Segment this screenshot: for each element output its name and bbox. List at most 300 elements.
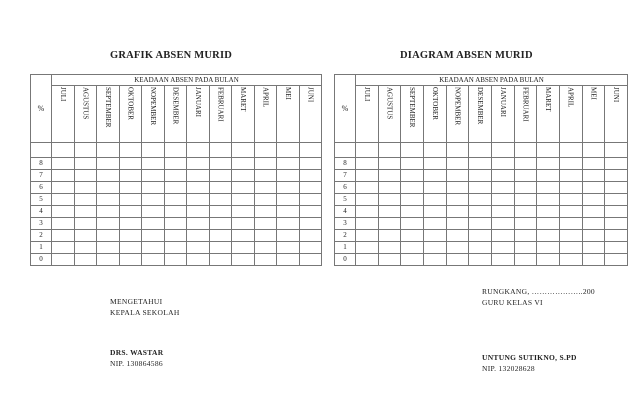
grid-cell	[537, 254, 560, 266]
month-label: OKTOBER	[430, 87, 439, 120]
grid-cell	[401, 170, 424, 182]
grid-cell	[164, 170, 187, 182]
grid-cell	[491, 230, 514, 242]
place-date-label: RUNGKANG, ………………..200	[482, 287, 595, 296]
month-label: OKTOBER	[126, 87, 135, 120]
grid-cell	[52, 230, 75, 242]
spacer-cell	[164, 143, 187, 158]
month-label: SEPTEMBER	[408, 87, 417, 128]
grid-cell	[187, 218, 210, 230]
grid-cell	[119, 170, 142, 182]
grid-cell	[605, 194, 628, 206]
month-header	[537, 86, 560, 143]
grid-cell	[277, 158, 300, 170]
grid-cell	[423, 230, 446, 242]
month-label: NOPEMBER	[453, 87, 462, 126]
table-row	[335, 242, 628, 254]
grid-cell	[378, 158, 401, 170]
month-header	[469, 86, 492, 143]
grid-cell	[582, 182, 605, 194]
grid-cell	[423, 194, 446, 206]
grid-cell	[299, 158, 322, 170]
month-label: FEBRUARI	[521, 87, 530, 122]
grid-cell	[582, 170, 605, 182]
spacer-cell	[232, 143, 255, 158]
month-header	[119, 86, 142, 143]
grid-cell	[254, 158, 277, 170]
percent-row-label: 3	[31, 218, 52, 230]
percent-row-label: 7	[31, 170, 52, 182]
spacer-cell	[187, 143, 210, 158]
grid-cell	[582, 230, 605, 242]
grid-cell	[142, 218, 165, 230]
grid-cell	[142, 242, 165, 254]
grid-cell	[187, 158, 210, 170]
grafik-absen-table	[30, 74, 322, 266]
grid-cell	[582, 158, 605, 170]
grid-cell	[254, 242, 277, 254]
grid-cell	[232, 254, 255, 266]
grid-cell	[491, 218, 514, 230]
grid-cell	[232, 230, 255, 242]
month-header	[582, 86, 605, 143]
spacer-cell	[559, 143, 582, 158]
grid-cell	[423, 170, 446, 182]
month-header	[446, 86, 469, 143]
grid-cell	[491, 182, 514, 194]
grid-cell	[119, 158, 142, 170]
grid-cell	[356, 218, 379, 230]
grid-cell	[187, 206, 210, 218]
grid-cell	[74, 182, 97, 194]
month-label: MARET	[238, 87, 247, 112]
grid-cell	[605, 254, 628, 266]
grid-cell	[537, 218, 560, 230]
grid-cell	[356, 158, 379, 170]
diagram-title: DIAGRAM ABSEN MURID	[400, 50, 533, 61]
month-header	[491, 86, 514, 143]
grid-cell	[299, 194, 322, 206]
grid-cell	[514, 254, 537, 266]
grid-cell	[209, 230, 232, 242]
spacer-cell	[514, 143, 537, 158]
grid-cell	[97, 230, 120, 242]
grid-cell	[254, 206, 277, 218]
grid-cell	[142, 194, 165, 206]
grid-cell	[491, 242, 514, 254]
spacer-cell	[254, 143, 277, 158]
grid-cell	[52, 158, 75, 170]
month-header	[356, 86, 379, 143]
month-label: DESEMBER	[171, 87, 180, 125]
grid-cell	[254, 182, 277, 194]
grid-cell	[582, 206, 605, 218]
spacer-row	[335, 143, 628, 158]
month-header	[605, 86, 628, 143]
spacer-cell	[52, 143, 75, 158]
grid-cell	[469, 242, 492, 254]
spacer-row	[31, 143, 322, 158]
grid-cell	[209, 194, 232, 206]
grid-cell	[446, 170, 469, 182]
grid-cell	[232, 242, 255, 254]
grid-cell	[423, 254, 446, 266]
grid-cell	[514, 170, 537, 182]
grid-cell	[469, 206, 492, 218]
table-row	[31, 206, 322, 218]
grid-cell	[164, 206, 187, 218]
grid-cell	[514, 206, 537, 218]
table-row	[335, 182, 628, 194]
spacer-cell	[356, 143, 379, 158]
grid-cell	[582, 218, 605, 230]
grid-cell	[277, 218, 300, 230]
spacer-cell	[537, 143, 560, 158]
month-label: FEBRUARI	[216, 87, 225, 122]
month-header-row	[31, 86, 322, 143]
month-header	[97, 86, 120, 143]
grid-cell	[401, 182, 424, 194]
grid-cell	[299, 254, 322, 266]
grid-cell	[423, 242, 446, 254]
spacer-cell	[299, 143, 322, 158]
guru-kelas-label: GURU KELAS VI	[482, 298, 543, 307]
table-row	[31, 254, 322, 266]
month-label: MARET	[544, 87, 553, 112]
grid-cell	[119, 254, 142, 266]
grid-cell	[605, 242, 628, 254]
grid-cell	[605, 230, 628, 242]
grafik-title: GRAFIK ABSEN MURID	[110, 50, 233, 61]
grid-cell	[97, 182, 120, 194]
month-label: JANUARI	[498, 87, 507, 117]
signature-right-name-block	[482, 352, 577, 374]
grid-cell	[254, 170, 277, 182]
month-header	[401, 86, 424, 143]
grid-cell	[514, 182, 537, 194]
grid-cell	[559, 206, 582, 218]
keadaan-absen-caption: KEADAAN ABSEN PADA BULAN	[356, 75, 628, 86]
grid-cell	[97, 194, 120, 206]
grid-cell	[254, 254, 277, 266]
grid-cell	[514, 242, 537, 254]
grid-cell	[142, 158, 165, 170]
grid-cell	[97, 242, 120, 254]
grid-cell	[582, 194, 605, 206]
grid-cell	[423, 158, 446, 170]
grid-cell	[52, 182, 75, 194]
grid-cell	[74, 158, 97, 170]
month-label: AGUSTUS	[81, 87, 90, 120]
grid-cell	[187, 242, 210, 254]
grid-cell	[514, 218, 537, 230]
grid-cell	[401, 218, 424, 230]
grid-cell	[446, 182, 469, 194]
grid-cell	[119, 218, 142, 230]
spacer-cell	[97, 143, 120, 158]
grid-cell	[559, 194, 582, 206]
grid-cell	[97, 218, 120, 230]
table-row	[31, 242, 322, 254]
grid-cell	[378, 206, 401, 218]
percent-header: %	[31, 75, 52, 143]
header-row	[31, 75, 322, 86]
table-row	[31, 230, 322, 242]
kepala-sekolah-nip: NIP. 130864586	[110, 359, 163, 368]
grid-cell	[164, 158, 187, 170]
percent-row-label: 6	[31, 182, 52, 194]
spacer-cell	[335, 143, 356, 158]
kepala-sekolah-name: DRS. WASTAR	[110, 348, 164, 357]
grid-cell	[209, 158, 232, 170]
grid-cell	[537, 230, 560, 242]
table-row	[335, 194, 628, 206]
grid-cell	[277, 170, 300, 182]
grid-cell	[378, 218, 401, 230]
grid-cell	[277, 182, 300, 194]
table-row	[335, 230, 628, 242]
grid-cell	[119, 242, 142, 254]
grid-cell	[74, 230, 97, 242]
grid-cell	[537, 194, 560, 206]
grid-cell	[187, 182, 210, 194]
grid-cell	[537, 182, 560, 194]
grid-cell	[401, 254, 424, 266]
grid-cell	[52, 218, 75, 230]
grid-cell	[401, 194, 424, 206]
grid-cell	[446, 254, 469, 266]
grid-cell	[537, 242, 560, 254]
grid-cell	[401, 206, 424, 218]
grid-cell	[605, 170, 628, 182]
grid-cell	[74, 254, 97, 266]
grid-cell	[164, 242, 187, 254]
grid-cell	[605, 206, 628, 218]
grid-cell	[605, 182, 628, 194]
spacer-cell	[74, 143, 97, 158]
grid-cell	[254, 230, 277, 242]
percent-row-label: 8	[31, 158, 52, 170]
mengetahui-label: MENGETAHUI	[110, 297, 163, 306]
table-row	[335, 170, 628, 182]
grid-cell	[97, 206, 120, 218]
month-header	[142, 86, 165, 143]
spacer-cell	[582, 143, 605, 158]
grid-cell	[469, 230, 492, 242]
grid-cell	[446, 218, 469, 230]
grid-cell	[378, 254, 401, 266]
grid-cell	[491, 194, 514, 206]
month-label: DESEMBER	[476, 87, 485, 125]
grid-cell	[187, 254, 210, 266]
grid-cell	[559, 218, 582, 230]
grid-cell	[119, 206, 142, 218]
grid-cell	[423, 182, 446, 194]
table-row	[31, 218, 322, 230]
grid-cell	[187, 194, 210, 206]
grid-cell	[97, 170, 120, 182]
grid-cell	[164, 254, 187, 266]
percent-row-label: 1	[335, 242, 356, 254]
month-header	[52, 86, 75, 143]
grid-cell	[559, 254, 582, 266]
grid-cell	[232, 206, 255, 218]
spacer-cell	[401, 143, 424, 158]
keadaan-absen-caption: KEADAAN ABSEN PADA BULAN	[52, 75, 322, 86]
signature-left-heading	[110, 296, 180, 318]
guru-kelas-name: UNTUNG SUTIKNO, S.PD	[482, 353, 577, 362]
percent-row-label: 1	[31, 242, 52, 254]
grid-cell	[232, 158, 255, 170]
grid-cell	[378, 242, 401, 254]
grid-cell	[277, 242, 300, 254]
spacer-cell	[31, 143, 52, 158]
grid-cell	[232, 194, 255, 206]
grid-cell	[142, 230, 165, 242]
grid-cell	[491, 170, 514, 182]
table-row	[31, 158, 322, 170]
month-header	[232, 86, 255, 143]
grid-cell	[446, 158, 469, 170]
grid-cell	[52, 194, 75, 206]
grid-cell	[356, 182, 379, 194]
grid-cell	[209, 170, 232, 182]
grid-cell	[514, 158, 537, 170]
grid-cell	[446, 206, 469, 218]
percent-row-label: 8	[335, 158, 356, 170]
percent-row-label: 0	[335, 254, 356, 266]
percent-row-label: 0	[31, 254, 52, 266]
table-row	[335, 206, 628, 218]
grid-cell	[605, 158, 628, 170]
month-header	[514, 86, 537, 143]
grid-cell	[74, 218, 97, 230]
grid-cell	[299, 170, 322, 182]
spacer-cell	[469, 143, 492, 158]
grid-cell	[559, 158, 582, 170]
grid-cell	[52, 254, 75, 266]
grid-cell	[142, 170, 165, 182]
grid-cell	[582, 254, 605, 266]
grid-cell	[401, 242, 424, 254]
spacer-cell	[491, 143, 514, 158]
grid-cell	[559, 242, 582, 254]
month-header	[209, 86, 232, 143]
percent-row-label: 6	[335, 182, 356, 194]
month-label: MEI	[589, 87, 598, 100]
spacer-cell	[423, 143, 446, 158]
month-header	[277, 86, 300, 143]
month-label: SEPTEMBER	[103, 87, 112, 128]
grid-cell	[52, 242, 75, 254]
grid-cell	[559, 170, 582, 182]
grid-cell	[209, 254, 232, 266]
month-label: JULI	[362, 87, 371, 102]
spacer-cell	[605, 143, 628, 158]
grid-cell	[469, 158, 492, 170]
grid-cell	[97, 158, 120, 170]
grid-cell	[254, 218, 277, 230]
grid-cell	[356, 230, 379, 242]
percent-row-label: 5	[31, 194, 52, 206]
table-row	[31, 182, 322, 194]
grid-cell	[142, 206, 165, 218]
grid-cell	[356, 254, 379, 266]
spacer-cell	[209, 143, 232, 158]
percent-row-label: 2	[31, 230, 52, 242]
grid-cell	[605, 218, 628, 230]
grid-cell	[423, 206, 446, 218]
grid-cell	[209, 206, 232, 218]
month-header	[254, 86, 277, 143]
percent-row-label: 3	[335, 218, 356, 230]
month-header	[378, 86, 401, 143]
grid-cell	[514, 194, 537, 206]
grid-cell	[299, 206, 322, 218]
grid-cell	[142, 182, 165, 194]
percent-row-label: 2	[335, 230, 356, 242]
grid-cell	[469, 254, 492, 266]
table-row	[335, 218, 628, 230]
month-label: MEI	[283, 87, 292, 100]
percent-row-label: 4	[335, 206, 356, 218]
signature-right-heading	[482, 286, 595, 308]
grid-cell	[277, 254, 300, 266]
grid-cell	[187, 230, 210, 242]
month-label: JULI	[58, 87, 67, 102]
grid-cell	[356, 194, 379, 206]
grid-cell	[446, 230, 469, 242]
grid-cell	[446, 194, 469, 206]
table-row	[335, 158, 628, 170]
grid-cell	[254, 194, 277, 206]
grid-cell	[299, 218, 322, 230]
month-header	[164, 86, 187, 143]
grid-cell	[559, 182, 582, 194]
grid-cell	[423, 218, 446, 230]
grid-cell	[299, 182, 322, 194]
grid-cell	[582, 242, 605, 254]
grid-cell	[514, 230, 537, 242]
month-header	[299, 86, 322, 143]
grid-cell	[97, 254, 120, 266]
percent-row-label: 4	[31, 206, 52, 218]
grid-cell	[164, 194, 187, 206]
grid-cell	[537, 158, 560, 170]
grid-cell	[232, 170, 255, 182]
grid-cell	[469, 218, 492, 230]
grid-cell	[378, 230, 401, 242]
grid-cell	[209, 242, 232, 254]
grid-cell	[469, 182, 492, 194]
grid-cell	[209, 218, 232, 230]
grid-cell	[356, 170, 379, 182]
grid-cell	[164, 182, 187, 194]
kepala-sekolah-label: KEPALA SEKOLAH	[110, 308, 180, 317]
month-header	[423, 86, 446, 143]
grid-cell	[74, 170, 97, 182]
grid-cell	[378, 194, 401, 206]
grid-cell	[164, 230, 187, 242]
table-row	[31, 170, 322, 182]
grid-cell	[232, 218, 255, 230]
spacer-cell	[277, 143, 300, 158]
guru-kelas-nip: NIP. 132028628	[482, 364, 535, 373]
grid-cell	[209, 182, 232, 194]
grid-cell	[187, 170, 210, 182]
signature-left-name-block	[110, 347, 163, 369]
grid-cell	[119, 194, 142, 206]
